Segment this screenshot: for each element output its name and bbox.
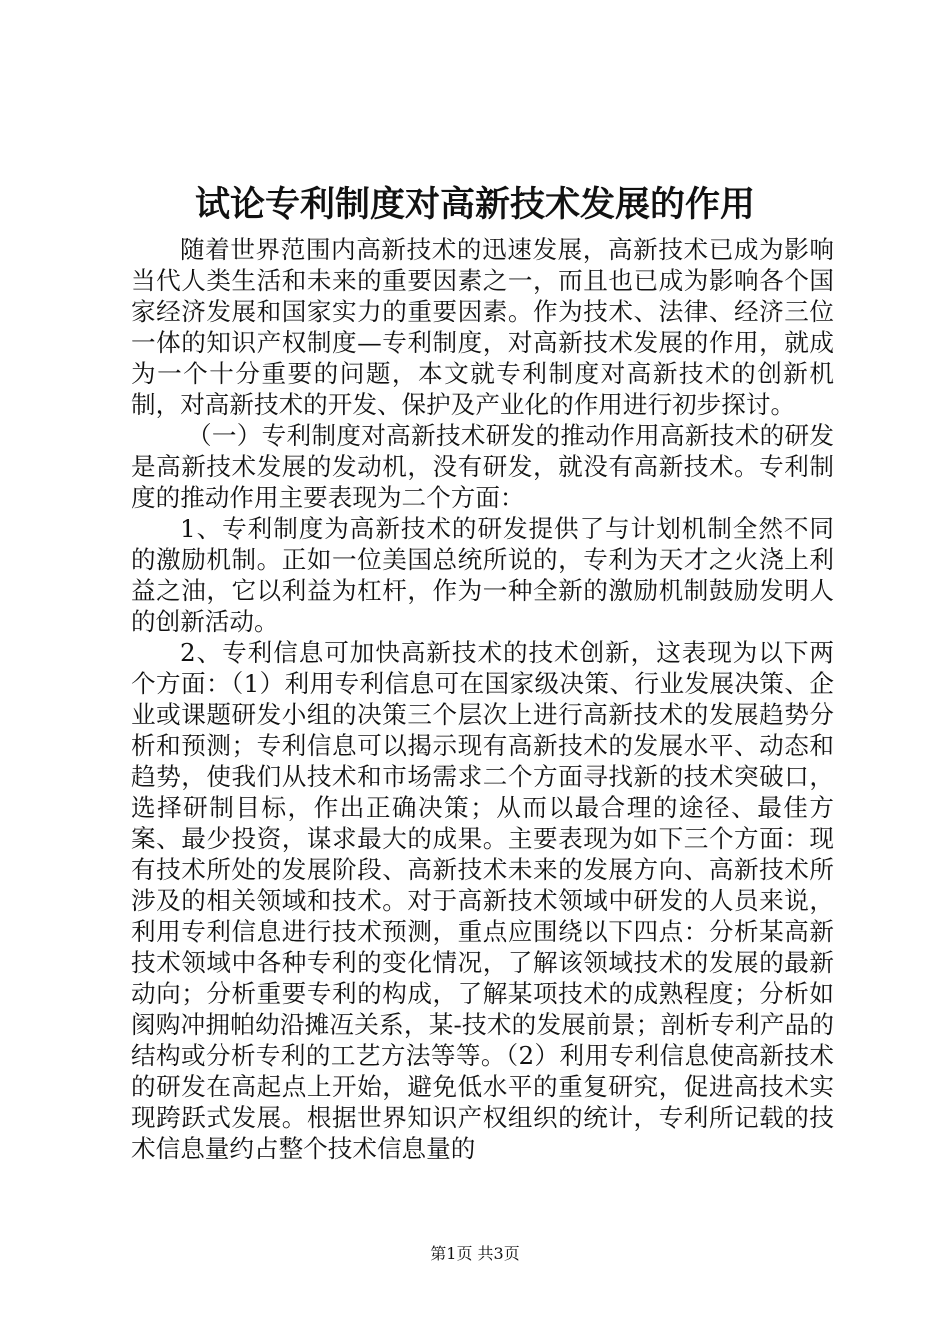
paragraph-point-one: 1、专利制度为高新技术的研发提供了与计划机制全然不同的激励机制。正如一位美国总统所说的，专利为天才之火浇上利益之油，它以利益为杠杆，作为一种全新的激励机制鼓励发明人的创新活动。: [131, 514, 834, 636]
paragraph-point-two: 2、专利信息可加快高新技术的技术创新，这表现为以下两个方面：（1）利用专利信息可在国家级决策、行业发展决策、企业或课题研发小组的决策三个层次上进行高新技术的发展趋势分析和预测；专利信息可以揭示现有高新技术的发展水平、动态和趋势，使我们从技术和市场需求二个方面寻找新的技术突破口，选择研制目标，作出正确决策；从而以最合理的途径、最佳方案、最少投资，谋求最大的成果。主要表现为如下三个方面：现有技术所处的发展阶段、高新技术未来的发展方向、高新技术所涉及的相关领域和技术。对于高新技术领域中研发的人员来说，利用专利信息进行技术预测，重点应围绕以下四点：分析某高新技术领域中各种专利的变化情况，了解该领域技术的发展的最新动向；分析重要专利的构成，了解某项技术的成熟程度；分析如阂购冲拥帕幼沿摊冱关系，某-技术的发展前景；剖析专利产品的结构或分析专利的工艺方法等等。（2）利用专利信息使高新技术的研发在高起点上开始，避免低水平的重复研究，促进高技术实现跨跃式发展。根据世界知识产权组织的统计，专利所记载的技术信息量约占整个技术信息量的: [131, 638, 834, 1163]
page-footer: 第1页 共3页: [430, 1244, 520, 1263]
paragraph-section-one: （一）专利制度对高新技术研发的推动作用高新技术的研发是高新技术发展的发动机，没有研发，就没有高新技术。专利制度的推动作用主要表现为二个方面：: [131, 421, 834, 512]
paragraph-intro: 随着世界范围内高新技术的迅速发展，高新技术已成为影响当代人类生活和未来的重要因素之一，而且也已成为影响各个国家经济发展和国家实力的重要因素。作为技术、法律、经济三位一体的知识产权制度—专利制度，对高新技术发展的作用，就成为一个十分重要的问题，本文就专利制度对高新技术的创新机制，对高新技术的开发、保护及产业化的作用进行初步探讨。: [131, 235, 834, 419]
document-title: 试论专利制度对高新技术发展的作用: [194, 184, 755, 225]
document-body: [131, 234, 834, 1164]
